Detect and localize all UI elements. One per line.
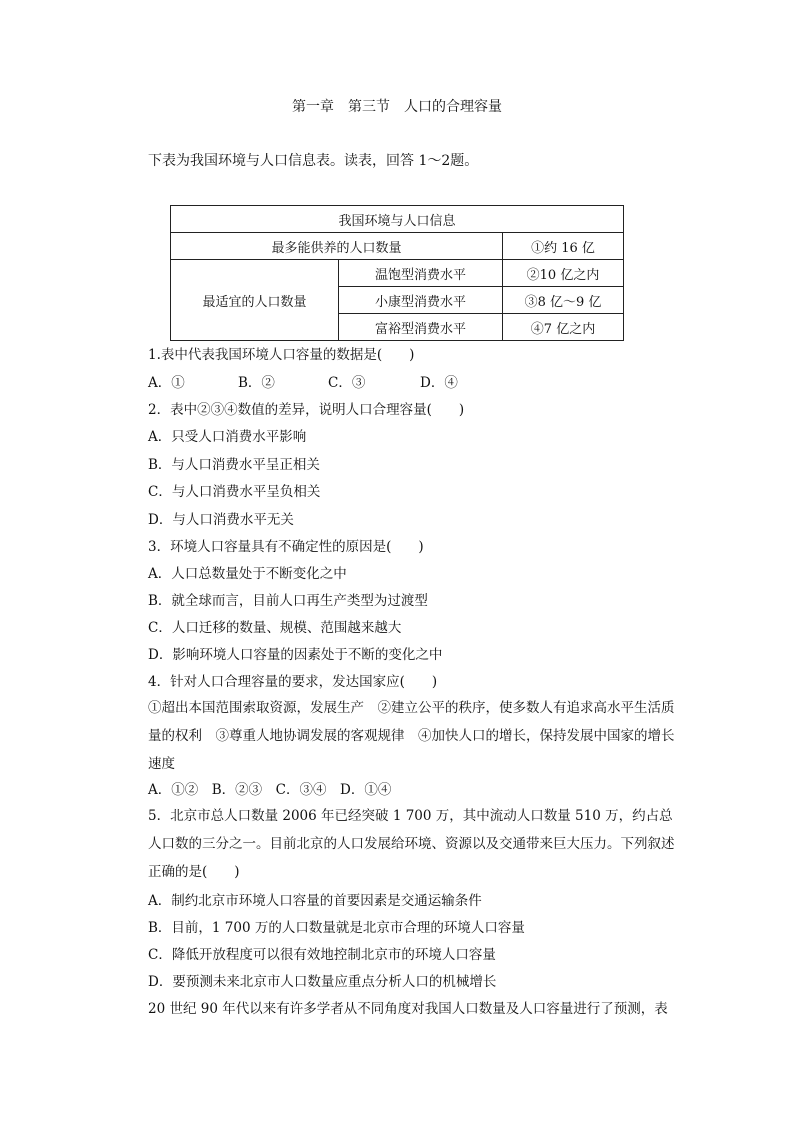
table-row-value: ③8 亿～9 亿: [503, 287, 624, 314]
page-title: 第一章 第三节 人口的合理容量: [292, 99, 502, 115]
q5-option-a: A．制约北京市环境人口容量的首要因素是交通运输条件: [148, 893, 482, 909]
q2-option-d: D．与人口消费水平无关: [148, 512, 294, 528]
q1-stem: 1.表中代表我国环境人口容量的数据是( ): [148, 347, 415, 363]
q4-stem: 4．针对人口合理容量的要求，发达国家应( ): [148, 674, 438, 690]
intro-text: 下表为我国环境与人口信息表。读表，回答 1～2题。: [148, 153, 479, 169]
table-row-label: 小康型消费水平: [339, 287, 503, 314]
q1-options: [148, 373, 458, 393]
q3-option-d: D．影响环境人口容量的因素处于不断的变化之中: [148, 647, 443, 663]
tail-text: 20 世纪 90 年代以来有许多学者从不同角度对我国人口数量及人口容量进行了预测，表: [148, 1001, 668, 1017]
table-row1-value: ①约 16 亿: [503, 233, 624, 260]
q2-option-c: C．与人口消费水平呈负相关: [148, 484, 321, 500]
table-row-label: 温饱型消费水平: [339, 260, 503, 287]
table-group-label: 最适宜的人口数量: [171, 260, 339, 341]
q5-option-c: C．降低开放程度可以很有效地控制北京市的环境人口容量: [148, 947, 496, 963]
q3-option-c: C．人口迁移的数量、规模、范围越来越大: [148, 620, 402, 636]
table-header: 我国环境与人口信息: [171, 206, 624, 233]
q4-options: A．①② B．②③ C．③④ D．①④: [148, 782, 392, 798]
q5-stem: 5．北京市总人口数量 2006 年已经突破 1 700 万，其中流动人口数量 510 万，约占总人口数的三分之一。目前北京的人口发展给环境、资源以及交通带来巨大压力。下列叙述正确的是( ): [148, 808, 675, 880]
q4-body: ①超出本国范围索取资源，发展生产 ②建立公平的秩序，使多数人有追求高水平生活质量的权利 ③尊重人地协调发展的客观规律 ④加快人口的增长，保持发展中国家的增长速度: [148, 700, 675, 772]
q1-option-c: C．③: [328, 375, 366, 391]
q2-option-b: B．与人口消费水平呈正相关: [148, 457, 320, 473]
table-row-label: 富裕型消费水平: [339, 314, 503, 341]
q3-option-a: A．人口总数量处于不断变化之中: [148, 566, 347, 582]
q1-option-d: D．④: [420, 375, 458, 391]
table-row-value: ②10 亿之内: [503, 260, 624, 287]
q5-option-b: B．目前，1 700 万的人口数量就是北京市合理的环境人口容量: [148, 920, 525, 936]
q1-option-a: A．①: [148, 375, 185, 391]
q1-option-b: B．②: [238, 375, 275, 391]
table-row1-label: 最多能供养的人口数量: [171, 233, 503, 260]
table-row-value: ④7 亿之内: [503, 314, 624, 341]
q5-option-d: D．要预测未来北京市人口数量应重点分析人口的机械增长: [148, 974, 497, 990]
q3-option-b: B．就全球而言，目前人口再生产类型为过渡型: [148, 593, 428, 609]
q2-option-a: A．只受人口消费水平影响: [148, 429, 307, 445]
info-table: [170, 205, 624, 341]
q3-stem: 3．环境人口容量具有不确定性的原因是( ): [148, 539, 424, 555]
q2-stem: 2．表中②③④数值的差异，说明人口合理容量( ): [148, 402, 465, 418]
